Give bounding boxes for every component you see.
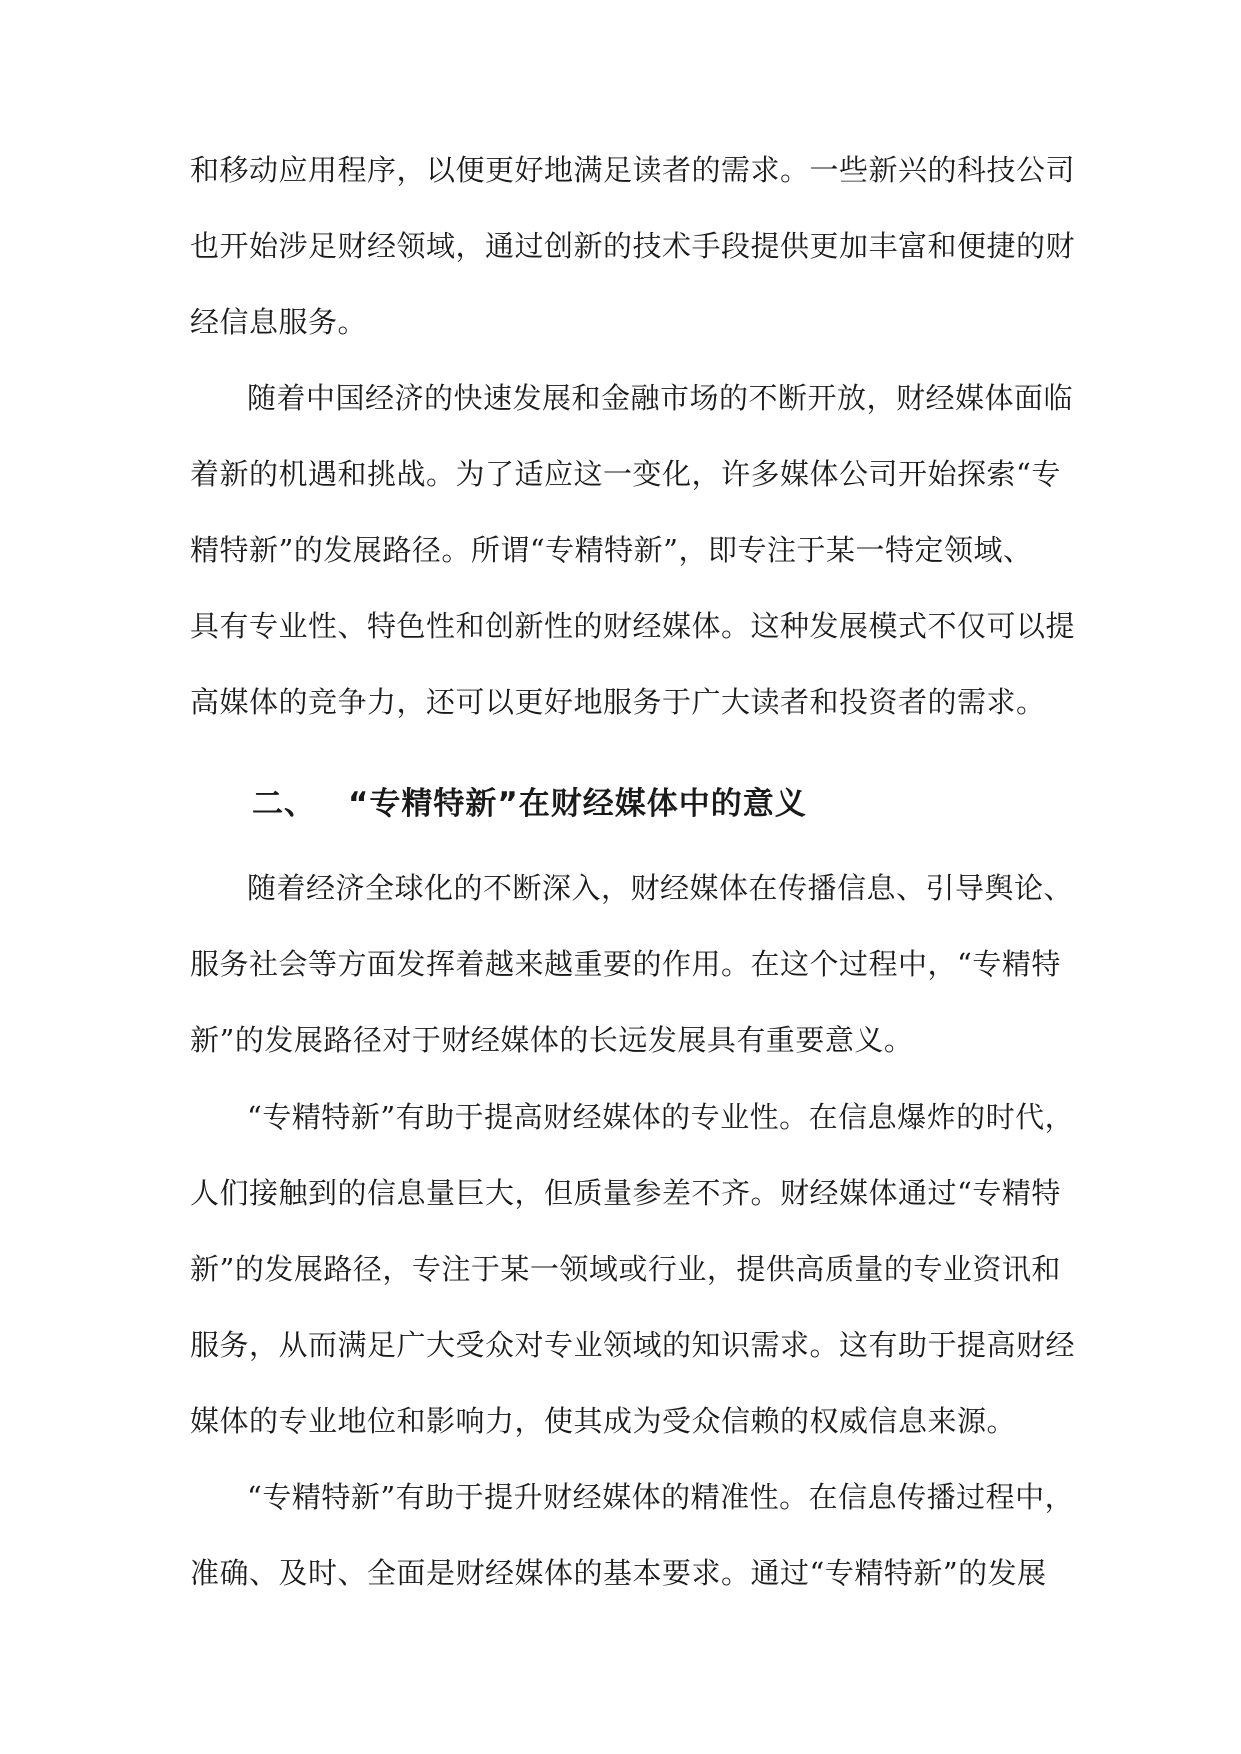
paragraph-line: “专精特新”有助于提升财经媒体的精准性。在信息传播过程中， xyxy=(247,1480,1075,1514)
paragraph-line: 随着经济全球化的不断深入，财经媒体在传播信息、引导舆论、 xyxy=(247,871,1074,905)
paragraph-line: 经信息服务。 xyxy=(190,305,368,339)
paragraph-line: 也开始涉足财经领域，通过创新的技术手段提供更加丰富和便捷的财 xyxy=(190,229,1076,263)
paragraph-line: 服务社会等方面发挥着越来越重要的作用。在这个过程中，“专精特 xyxy=(190,947,1061,981)
section-title: “专精特新”在财经媒体中的意义 xyxy=(348,786,807,822)
paragraph-line: 和移动应用程序，以便更好地满足读者的需求。一些新兴的科技公司 xyxy=(190,153,1076,187)
section-heading xyxy=(252,782,807,826)
paragraph-line: 随着中国经济的快速发展和金融市场的不断开放，财经媒体面临 xyxy=(247,381,1074,415)
paragraph-line: 服务，从而满足广大受众对专业领域的知识需求。这有助于提高财经 xyxy=(190,1328,1076,1362)
paragraph-line: 高媒体的竞争力，还可以更好地服务于广大读者和投资者的需求。 xyxy=(190,685,1046,719)
paragraph-line: 媒体的专业地位和影响力，使其成为受众信赖的权威信息来源。 xyxy=(190,1404,1017,1438)
paragraph-line: 着新的机遇和挑战。为了适应这一变化，许多媒体公司开始探索“专 xyxy=(190,457,1061,491)
paragraph-line: 新”的发展路径对于财经媒体的长远发展具有重要意义。 xyxy=(190,1023,914,1057)
section-number: 二、 xyxy=(252,786,316,822)
paragraph-line: 具有专业性、特色性和创新性的财经媒体。这种发展模式不仅可以提 xyxy=(190,609,1076,643)
paragraph-line: 精特新”的发展路径。所谓“专精特新”，即专注于某一特定领域、 xyxy=(190,533,1033,567)
paragraph-line: 人们接触到的信息量巨大，但质量参差不齐。财经媒体通过“专精特 xyxy=(190,1176,1061,1210)
paragraph-line: 新”的发展路径，专注于某一领域或行业，提供高质量的专业资讯和 xyxy=(190,1252,1061,1286)
paragraph-line: “专精特新”有助于提高财经媒体的专业性。在信息爆炸的时代， xyxy=(247,1100,1075,1134)
paragraph-line: 准确、及时、全面是财经媒体的基本要求。通过“专精特新”的发展 xyxy=(190,1556,1047,1590)
